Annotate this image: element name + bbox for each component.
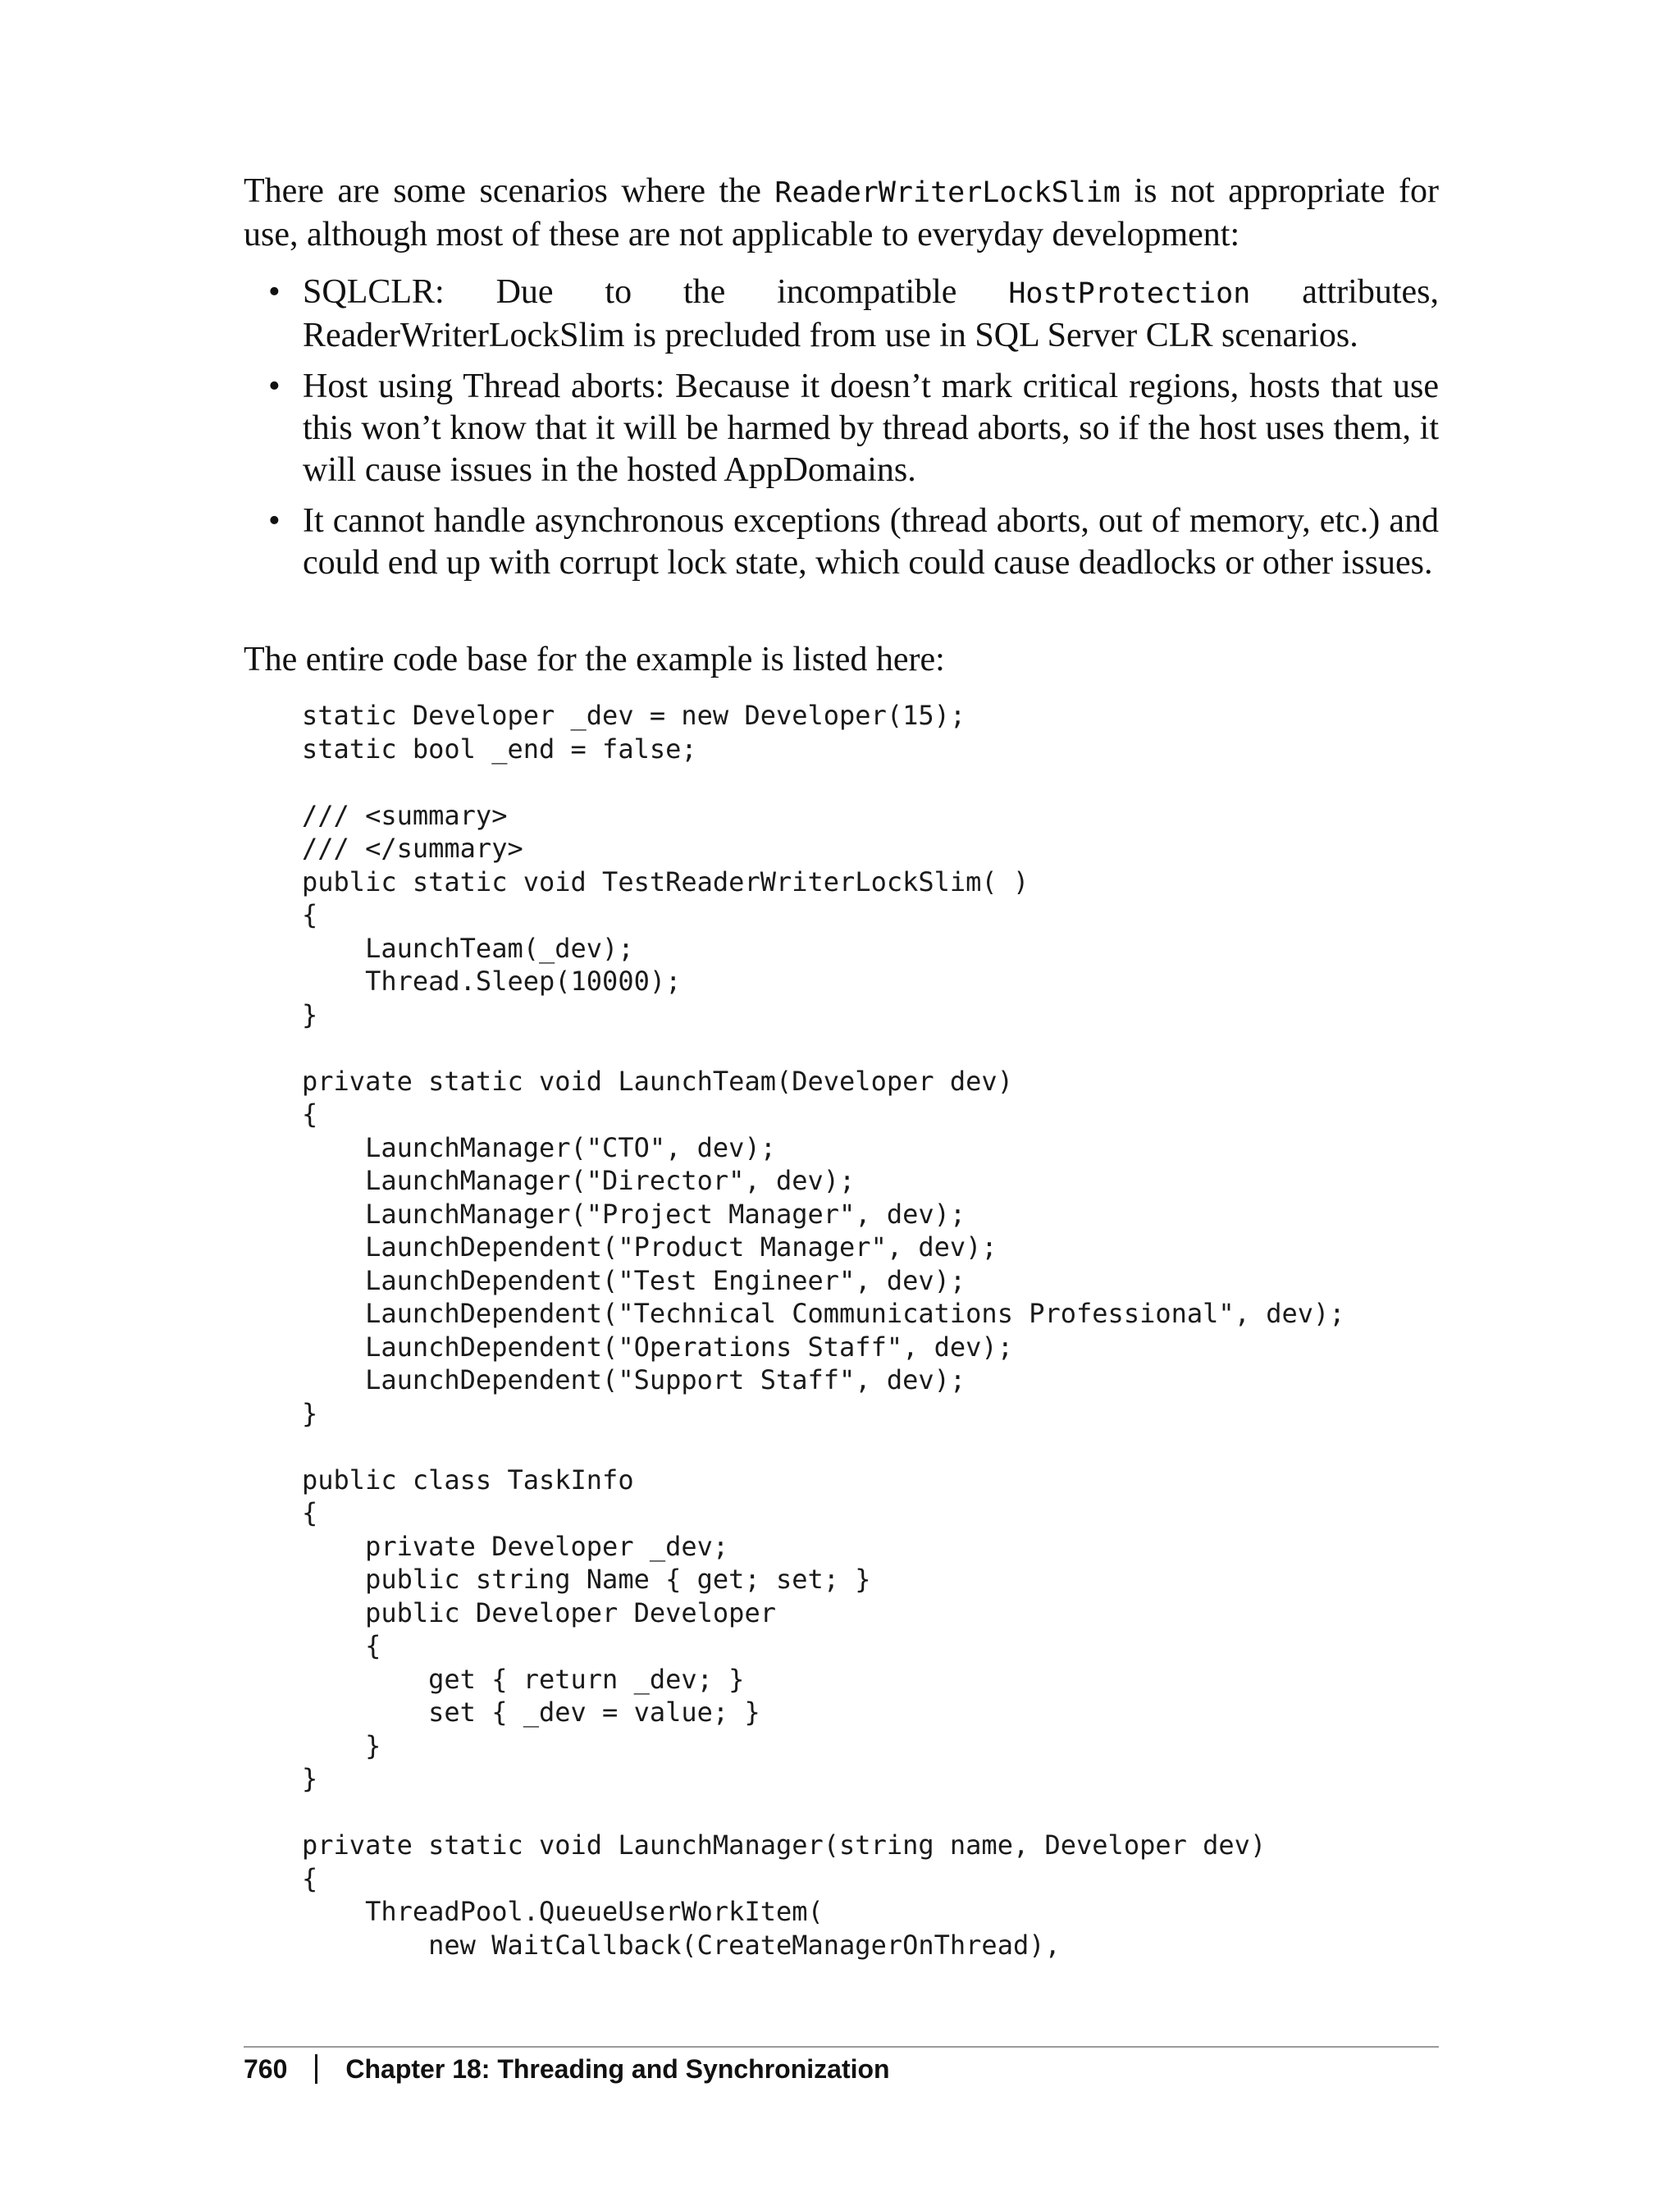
- bullet-item-async-exceptions: [244, 500, 1439, 584]
- bullet-text-before: SQLCLR: Due to the incompatible: [303, 273, 1009, 311]
- chapter-title: Chapter 18: Threading and Synchronization: [345, 2054, 890, 2084]
- code-lead-in: The entire code base for the example is listed here:: [244, 641, 945, 678]
- bullet-list: [244, 272, 1439, 593]
- bullet-text-after: attributes, ReaderWriterLockSlim is precluded from use in SQL Server CLR scenarios.: [303, 273, 1439, 354]
- intro-text-before: There are some scenarios where the: [244, 172, 775, 210]
- bullet-text: It cannot handle asynchronous exceptions (thread aborts, out of memory, etc.) and could end up with corrupt lock state, which could cause deadlocks or other issues.: [303, 502, 1439, 582]
- footer-divider: [244, 2046, 1439, 2048]
- intro-text-after: is not appropriate for use, although most of these are not applicable to everyday development:: [244, 172, 1440, 253]
- bullet-item-thread-aborts: [244, 366, 1439, 491]
- page-number: 760: [244, 2054, 288, 2084]
- bullet-marker: •: [268, 273, 281, 311]
- bullet-marker: •: [268, 368, 281, 405]
- bullet-code-term: HostProtection: [1008, 277, 1251, 310]
- bullet-marker: •: [268, 502, 281, 540]
- bullet-item-sqlclr: [244, 272, 1439, 357]
- footer-separator: [315, 2054, 317, 2084]
- page-footer: [244, 2053, 890, 2086]
- code-listing: static Developer _dev = new Developer(15); static bool _end = false; /// <summary> /// </summary> public static void TestReaderWriterLockSlim( ) { LaunchTeam(_dev); Thread.Sleep(10000); } private static void LaunchTeam(Developer dev) { LaunchManager("CTO", dev); LaunchManager("Director", dev); LaunchManager("Project Manager", dev); LaunchDependent("Product Manager", dev); LaunchDependent("Test Engineer", dev); LaunchDependent("Technical Communications Professional", dev); LaunchDependent("Operations Staff", dev); LaunchDependent("Support Staff", dev); } public class TaskInfo { private Developer _dev; public string Name { get; set; } public Developer Developer { get { return _dev; } set { _dev = value; } } } private static void LaunchManager(string name, Developer dev) { ThreadPool.QueueUserWorkItem( new WaitCallback(CreateManagerOnThread),: [302, 700, 1345, 1961]
- intro-code-term: ReaderWriterLockSlim: [774, 176, 1121, 209]
- bullet-text: Host using Thread aborts: Because it doesn’t mark critical regions, hosts that use this won’t know that it will be harmed by thread aborts, so if the host uses them, it will cause issues in the hosted AppDomains.: [303, 368, 1439, 489]
- intro-paragraph: [244, 171, 1439, 256]
